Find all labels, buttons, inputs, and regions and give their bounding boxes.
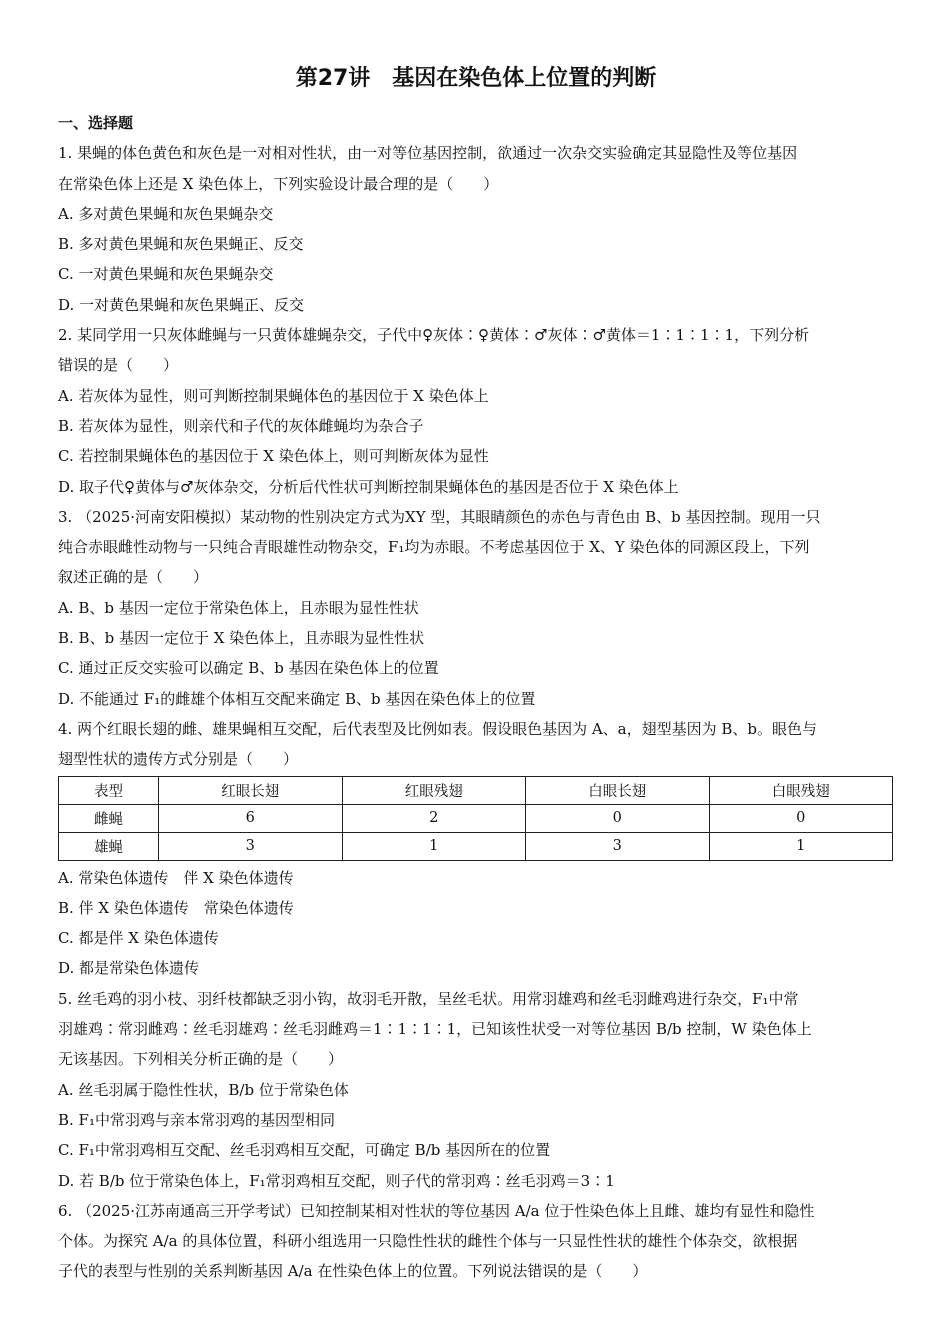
question-5 <box>58 984 894 1196</box>
answer-option: D. 取子代♀黄体与♂灰体杂交，分析后代性状可判断控制果蝇体色的基因是否位于 X 染色体上 <box>58 477 679 496</box>
table-cell: 3 <box>526 832 710 860</box>
answer-option: B. F₁中常羽鸡与亲本常羽鸡的基因型相同 <box>58 1110 335 1129</box>
answer-option: C. 若控制果蝇体色的基因位于 X 染色体上，则可判断灰体为显性 <box>58 447 489 466</box>
answer-option: D. 若 B/b 位于常染色体上，F₁常羽鸡相互交配，则子代的常羽鸡∶丝毛羽鸡＝3∶1 <box>58 1171 615 1190</box>
answer-option: C. 一对黄色果蝇和灰色果蝇杂交 <box>58 265 274 284</box>
answer-option: B. B、b 基因一定位于 X 染色体上，且赤眼为显性性状 <box>58 629 425 648</box>
question-stem-line: 在常染色体上还是 X 染色体上，下列实验设计最合理的是（ ） <box>58 174 499 193</box>
page-title: 第27讲 基因在染色体上位置的判断 <box>295 66 657 91</box>
answer-option: A. 若灰体为显性，则可判断控制果蝇体色的基因位于 X 染色体上 <box>58 386 489 405</box>
answer-option: A. B、b 基因一定位于常染色体上，且赤眼为显性性状 <box>58 598 419 617</box>
table-row <box>59 832 893 860</box>
table-header-cell: 红眼残翅 <box>342 776 526 804</box>
document-page <box>58 62 894 1287</box>
answer-option: C. 通过正反交实验可以确定 B、b 基因在染色体上的位置 <box>58 659 439 678</box>
table-cell: 雄蝇 <box>59 832 159 860</box>
question-stem-line: 错误的是（ ） <box>58 356 179 375</box>
table-cell: 6 <box>159 804 343 832</box>
question-stem-line: 2. 某同学用一只灰体雌蝇与一只黄体雄蝇杂交，子代中♀灰体∶♀黄体∶♂灰体∶♂黄体＝1∶1∶1∶1，下列分析 <box>58 326 810 345</box>
table-header-cell: 白眼长翅 <box>526 776 710 804</box>
answer-option: B. 若灰体为显性，则亲代和子代的灰体雌蝇均为杂合子 <box>58 416 424 435</box>
table-row <box>59 804 893 832</box>
answer-option: B. 伴 X 染色体遗传 常染色体遗传 <box>58 898 294 917</box>
question-stem-line: 3. （2025·河南安阳模拟）某动物的性别决定方式为XY 型，其眼睛颜色的赤色与青色由 B、b 基因控制。现用一只 <box>58 507 821 526</box>
question-stem-line: 子代的表型与性别的关系判断基因 A/a 在性染色体上的位置。下列说法错误的是（ ） <box>58 1262 648 1281</box>
answer-option: A. 丝毛羽属于隐性性状，B/b 位于常染色体 <box>58 1080 349 1099</box>
question-stem-line: 翅型性状的遗传方式分别是（ ） <box>58 750 299 769</box>
question-stem-line: 羽雄鸡∶常羽雌鸡∶丝毛羽雄鸡∶丝毛羽雌鸡＝1∶1∶1∶1，已知该性状受一对等位基因 B/b 控制，W 染色体上 <box>58 1020 812 1039</box>
table-cell: 1 <box>342 832 526 860</box>
question-stem-line: 叙述正确的是（ ） <box>58 568 209 587</box>
table-cell: 3 <box>159 832 343 860</box>
table-cell: 雌蝇 <box>59 804 159 832</box>
answer-option: D. 不能通过 F₁的雌雄个体相互交配来确定 B、b 基因在染色体上的位置 <box>58 689 536 708</box>
answer-option: A. 常染色体遗传 伴 X 染色体遗传 <box>58 868 294 887</box>
answer-option: D. 都是常染色体遗传 <box>58 959 200 978</box>
table-cell: 1 <box>709 832 893 860</box>
question-2 <box>58 320 894 502</box>
table-cell: 2 <box>342 804 526 832</box>
question-stem-line: 个体。为探究 A/a 的具体位置，科研小组选用一只隐性性状的雌性个体与一只显性性状的雄性个体杂交，欲根据 <box>58 1232 798 1251</box>
question-stem-line: 6. （2025·江苏南通高三开学考试）已知控制某相对性状的等位基因 A/a 位于性染色体上且雌、雄均有显性和隐性 <box>58 1201 815 1220</box>
table-cell: 0 <box>709 804 893 832</box>
question-3 <box>58 502 894 714</box>
answer-option: A. 多对黄色果蝇和灰色果蝇杂交 <box>58 204 274 223</box>
table-header-row <box>59 776 893 804</box>
question-stem-line: 5. 丝毛鸡的羽小枝、羽纤枝都缺乏羽小钩，故羽毛开散，呈丝毛状。用常羽雄鸡和丝毛羽雌鸡进行杂交，F₁中常 <box>58 989 799 1008</box>
answer-option: D. 一对黄色果蝇和灰色果蝇正、反交 <box>58 295 305 314</box>
question-4 <box>58 714 894 984</box>
table-header-cell: 表型 <box>59 776 159 804</box>
answer-option: C. F₁中常羽鸡相互交配、丝毛羽鸡相互交配，可确定 B/b 基因所在的位置 <box>58 1141 551 1160</box>
question-list <box>58 138 894 1286</box>
question-1 <box>58 138 894 320</box>
table-header-cell: 白眼残翅 <box>709 776 893 804</box>
question-6 <box>58 1196 894 1287</box>
answer-option: B. 多对黄色果蝇和灰色果蝇正、反交 <box>58 235 304 254</box>
question-stem-line: 无该基因。下列相关分析正确的是（ ） <box>58 1050 344 1069</box>
section-heading: 一、选择题 <box>58 114 134 132</box>
table-cell: 0 <box>526 804 710 832</box>
answer-option: C. 都是伴 X 染色体遗传 <box>58 929 219 948</box>
table-header-cell: 红眼长翅 <box>159 776 343 804</box>
phenotype-table <box>58 776 893 861</box>
question-stem-line: 1. 果蝇的体色黄色和灰色是一对相对性状，由一对等位基因控制，欲通过一次杂交实验确定其显隐性及等位基因 <box>58 144 798 163</box>
question-stem-line: 4. 两个红眼长翅的雌、雄果蝇相互交配，后代表型及比例如表。假设眼色基因为 A、a，翅型基因为 B、b。眼色与 <box>58 719 818 738</box>
question-stem-line: 纯合赤眼雌性动物与一只纯合青眼雄性动物杂交，F₁均为赤眼。不考虑基因位于 X、Y 染色体的同源区段上，下列 <box>58 538 810 557</box>
